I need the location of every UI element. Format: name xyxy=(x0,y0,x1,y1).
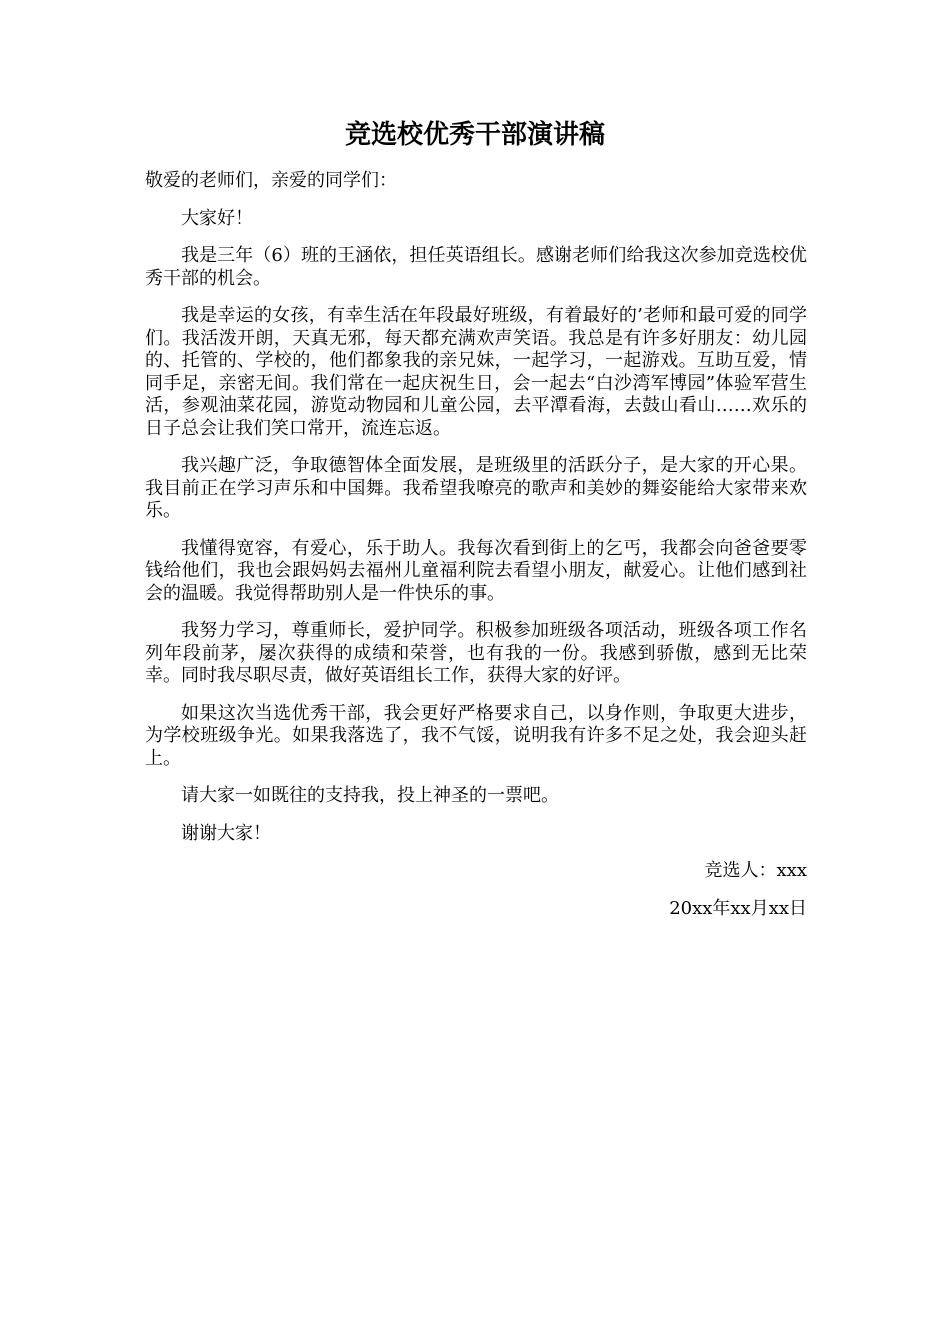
paragraph-friends: 我是幸运的女孩，有幸生活在年段最好班级，有着最好的’老师和最可爱的同学们。我活泼开朗，天真无邪，每天都充满欢声笑语。我总是有许多好朋友：幼儿园的、托管的、学校的，他们都象我的亲兄妹，一起学习，一起游戏。互助互爱，情同手足，亲密无间。我们常在一起庆祝生日，会一起去“白沙湾军博园”体验军营生活，参观油菜花园，游览动物园和儿童公园，去平潭看海，去鼓山看山……欢乐的日子总会让我们笑口常开，流连忘返。 xyxy=(145,305,807,439)
paragraph-greeting: 大家好！ xyxy=(181,207,253,229)
paragraph-study: 我努力学习，尊重师长，爱护同学。积极参加班级各项活动，班级各项工作名列年段前茅，屡次获得的成绩和荣誉，也有我的一份。我感到骄傲，感到无比荣幸。同时我尽职尽责，做好英语组长工作，获得大家的好评。 xyxy=(145,620,807,686)
paragraph-commitment: 如果这次当选优秀干部，我会更好严格要求自己，以身作则，争取更大进步，为学校班级争光。如果我落选了，我不气馁，说明我有许多不足之处，我会迎头赶上。 xyxy=(145,702,807,769)
document-title: 竞选校优秀干部演讲稿 xyxy=(344,120,605,150)
paragraph-interests: 我兴趣广泛，争取德智体全面发展，是班级里的活跃分子，是大家的开心果。我目前正在学习声乐和中国舞。我希望我嘹亮的歌声和美妙的舞姿能给大家带来欢乐。 xyxy=(145,455,807,521)
paragraph-kindness: 我懂得宽容，有爱心，乐于助人。我每次看到街上的乞丐，我都会向爸爸要零钱给他们，我也会跟妈妈去福州儿童福利院去看望小朋友，献爱心。让他们感到社会的温暖。我觉得帮助别人是一件快乐的事。 xyxy=(145,537,807,604)
salutation: 敬爱的老师们，亲爱的同学们： xyxy=(145,170,397,191)
date: 20xx年xx月xx日 xyxy=(669,897,807,919)
signature: 竞选人：xxx xyxy=(704,860,807,881)
paragraph-request-vote: 请大家一如既往的支持我，投上神圣的一票吧。 xyxy=(181,785,559,806)
paragraph-thanks: 谢谢大家！ xyxy=(181,822,271,844)
document-body xyxy=(145,170,807,935)
paragraph-introduction: 我是三年（6）班的王涵依，担任英语组长。感谢老师们给我这次参加竞选校优秀干部的机会。 xyxy=(145,245,807,289)
